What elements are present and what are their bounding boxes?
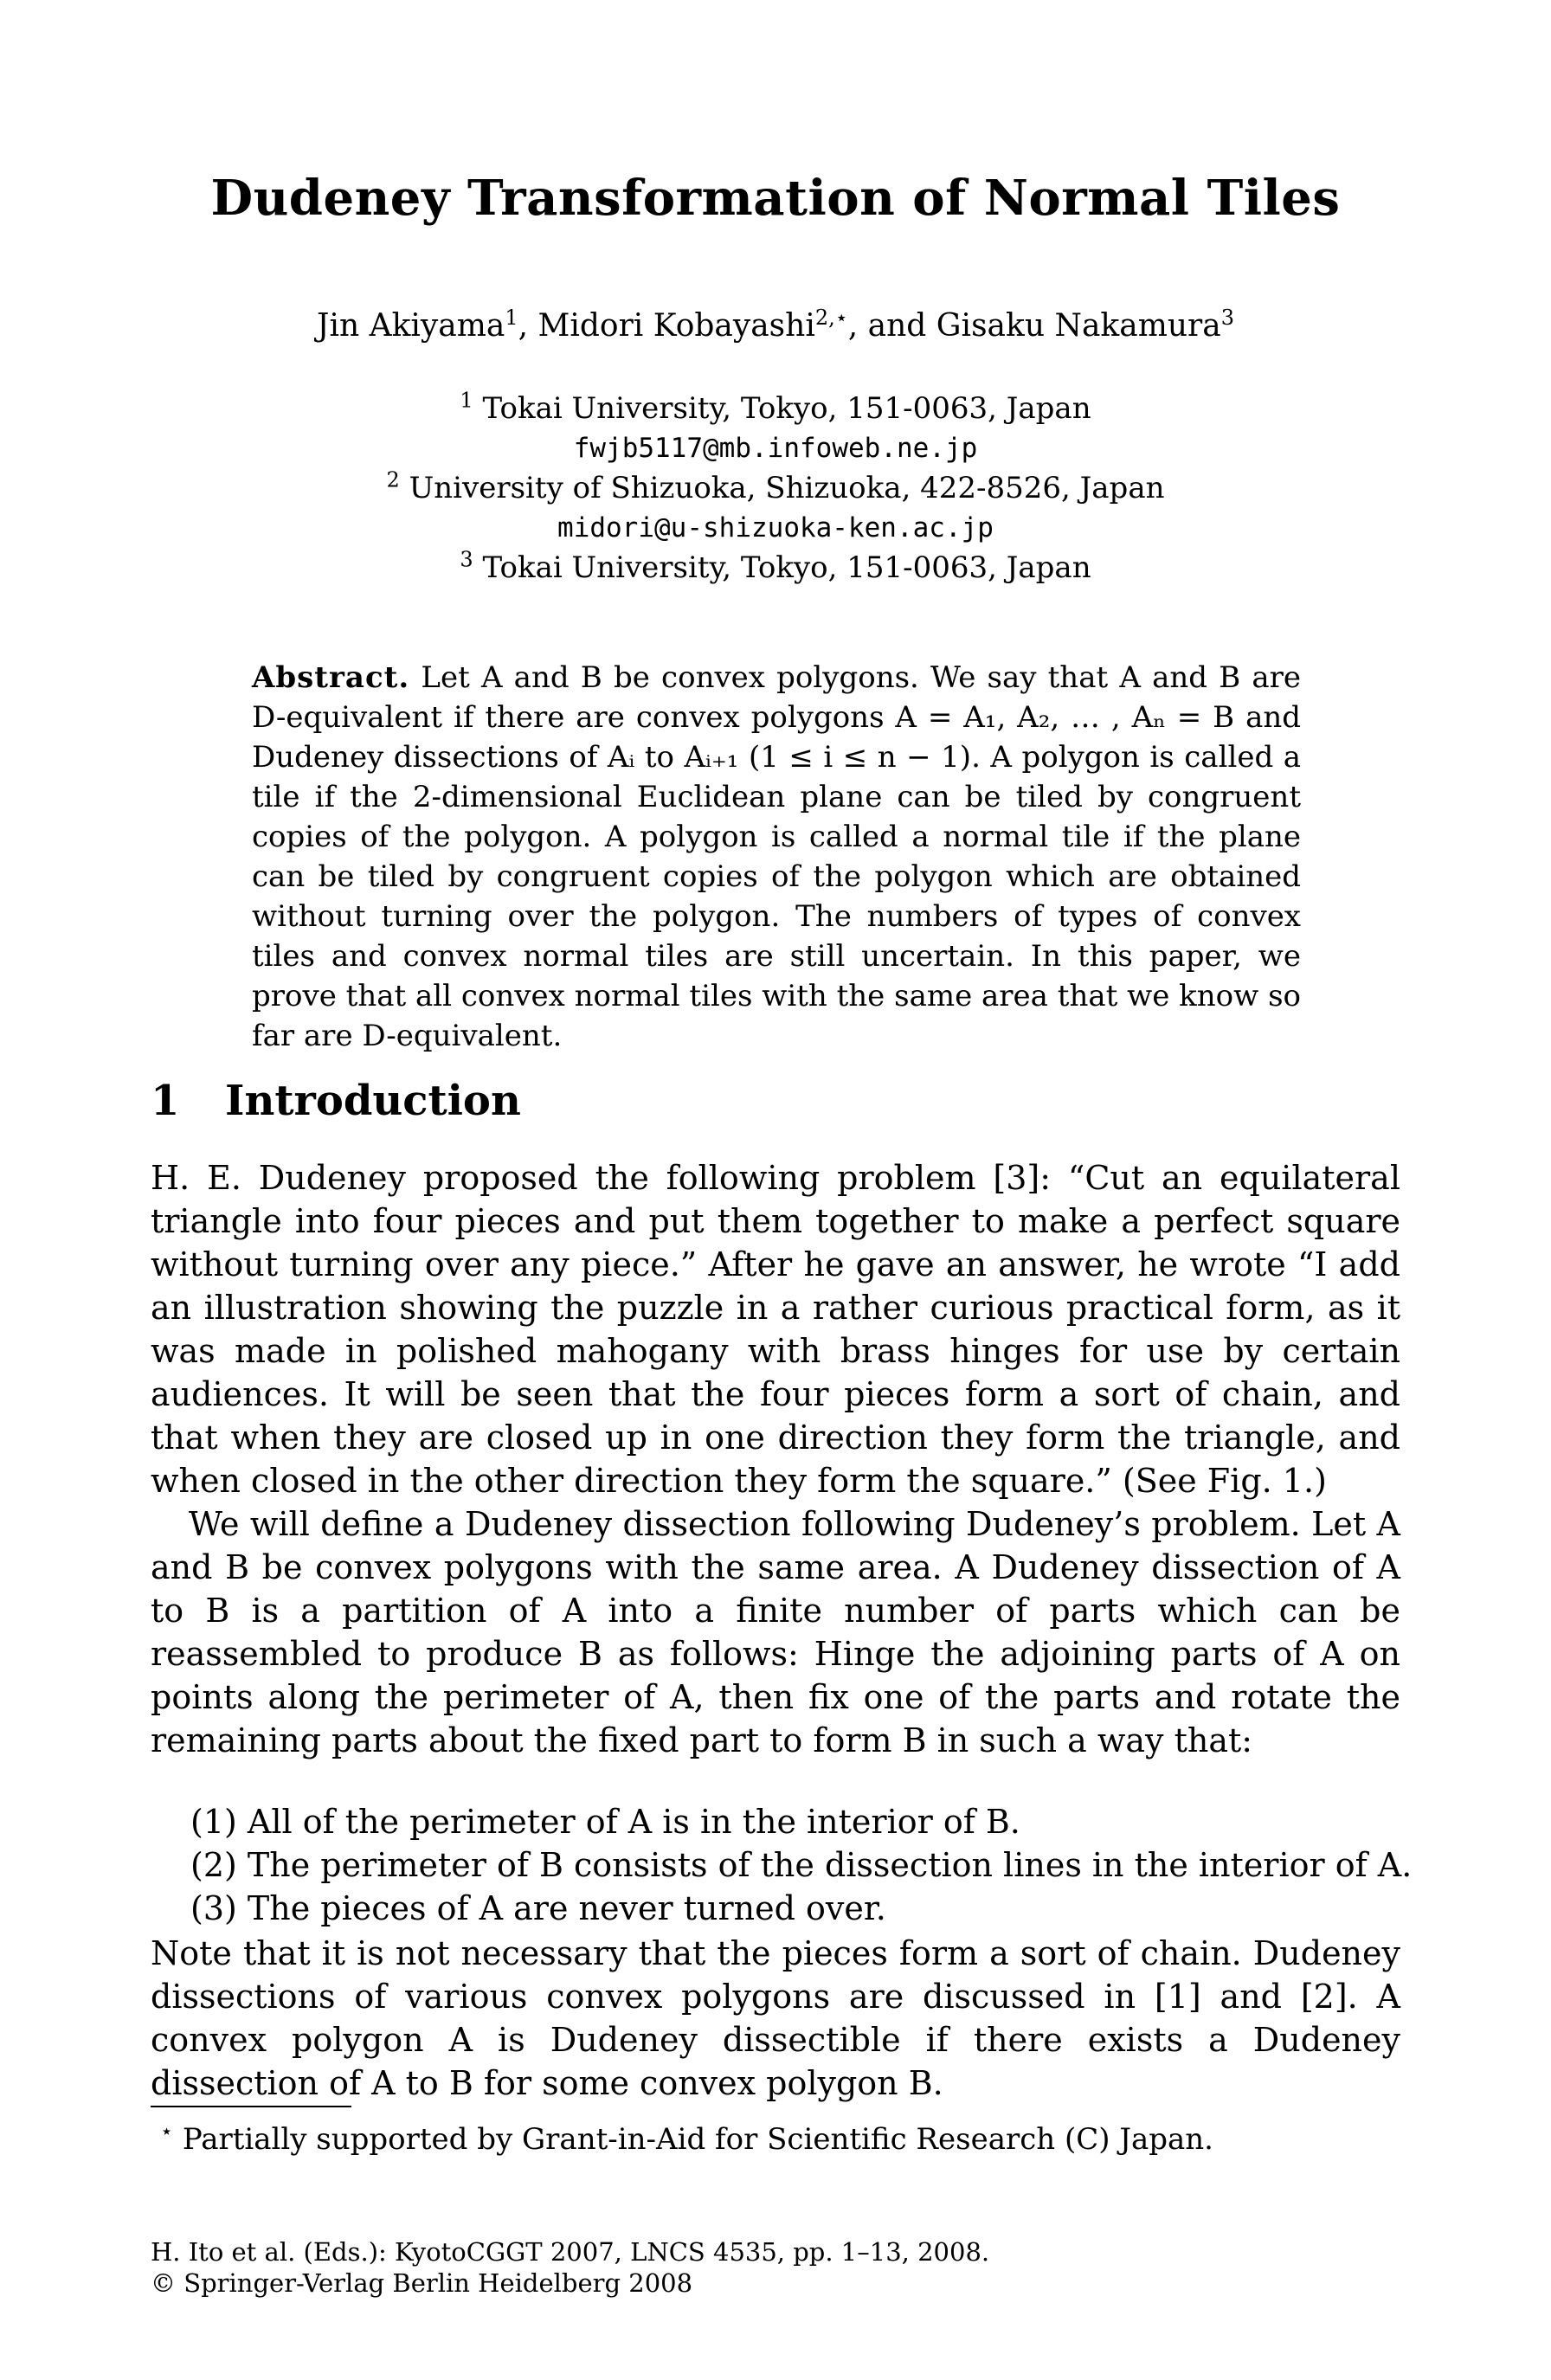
publication-line: H. Ito et al. (Eds.): KyotoCGGT 2007, LNCS 4535, pp. 1–13, 2008.: [151, 2237, 990, 2267]
email-2[interactable]: midori@u-shizuoka-ken.ac.jp: [557, 512, 994, 544]
author-2-sup: 2,⋆: [814, 306, 848, 330]
paragraph-3: [151, 1932, 1400, 2105]
footnote-mark: ⋆: [160, 2119, 174, 2144]
author-1-sup: 1: [505, 306, 518, 330]
author-sep: ,: [518, 308, 538, 344]
affiliation-sup: 3: [460, 547, 473, 572]
section-heading: [151, 1077, 521, 1125]
affiliation-3: [0, 547, 1551, 585]
condition-item: (2) The perimeter of B consists of the dissection lines in the interior of A.: [190, 1846, 1413, 1884]
paragraph-1: [151, 1156, 1400, 1502]
affiliation-sup: 1: [460, 388, 473, 413]
paragraph-text: We will define a Dudeney dissection following Dudeney’s problem. Let A and B be convex polygons with the same area. A Dudeney dissection of A to B is a partition of A into a finite number of parts which can be reassembled to produce B as follows: Hinge the adjoining parts of A on points along the perimeter of A, then fix one of the parts and rotate the remaining parts about the fixed part to form B in such a way that:: [151, 1505, 1400, 1759]
abstract-label: Abstract.: [252, 660, 410, 695]
author-3: Gisaku Nakamura: [936, 308, 1221, 344]
conditions-list: [190, 1800, 1413, 1930]
abstract: [252, 658, 1301, 1056]
affiliation-2: [0, 467, 1551, 505]
condition-item: (3) The pieces of A are never turned over.: [190, 1889, 886, 1927]
condition-item: (1) All of the perimeter of A is in the interior of B.: [190, 1803, 1020, 1841]
paper-title: Dudeney Transformation of Normal Tiles: [210, 170, 1341, 227]
author-2: Midori Kobayashi: [537, 308, 815, 344]
section-title: Introduction: [225, 1077, 521, 1125]
section-number: 1: [151, 1077, 180, 1125]
publication-info: [151, 2236, 989, 2299]
affiliation-text: Tokai University, Tokyo, 151-0063, Japan: [482, 550, 1091, 585]
footnote-divider: [151, 2106, 351, 2107]
paragraph-text: H. E. Dudeney proposed the following problem [3]: “Cut an equilateral triangle into four pieces and put them together to make a perfect square without turning over any piece.” After he gave an answer, he wrote “I add an illustration showing the puzzle in a rather curious practical form, as it was made in polished mahogany with brass hinges for use by certain audiences. It will be seen that the four pieces form a sort of chain, and that when they are closed up in one direction they form the triangle, and when closed in the other direction they form the square.” (See Fig. 1.): [151, 1159, 1400, 1500]
affiliation-text: University of Shizuoka, Shizuoka, 422-8526, Japan: [409, 471, 1165, 505]
footnote: [160, 2119, 1213, 2157]
author-line: [0, 308, 1551, 344]
author-3-sup: 3: [1220, 306, 1234, 330]
paragraph-2: [151, 1502, 1400, 1762]
affiliation-sup: 2: [386, 467, 400, 492]
footnote-text: Partially supported by Grant-in-Aid for Scientific Research (C) Japan.: [182, 2122, 1213, 2157]
paragraph-text: Note that it is not necessary that the pieces form a sort of chain. Dudeney dissections of various convex polygons are discussed in [1] and [2]. A convex polygon A is Dudeney dissectible if there exists a Dudeney dissection of A to B for some convex polygon B.: [151, 1934, 1400, 2102]
affiliation-text: Tokai University, Tokyo, 151-0063, Japan: [482, 391, 1091, 426]
author-1: Jin Akiyama: [317, 308, 505, 344]
copyright-line: © Springer-Verlag Berlin Heidelberg 2008: [151, 2268, 693, 2298]
email-1[interactable]: fwjb5117@mb.infoweb.ne.jp: [573, 433, 978, 464]
author-sep: , and: [847, 308, 936, 344]
abstract-text: Let A and B be convex polygons. We say that A and B are D-equivalent if there are convex polygons A = A₁, A₂, … , Aₙ = B and Dudeney dissections of Aᵢ to Aᵢ₊₁ (1 ≤ i ≤ n − 1). A polygon is called a tile if the 2-dimensional Euclidean plane can be tiled by congruent copies of the polygon. A polygon is called a normal tile if the plane can be tiled by congruent copies of the polygon which are obtained without turning over the polygon. The numbers of types of convex tiles and convex normal tiles are still uncertain. In this paper, we prove that all convex normal tiles with the same area that we know so far are D-equivalent.: [252, 660, 1302, 1053]
affiliation-1: [0, 388, 1551, 426]
